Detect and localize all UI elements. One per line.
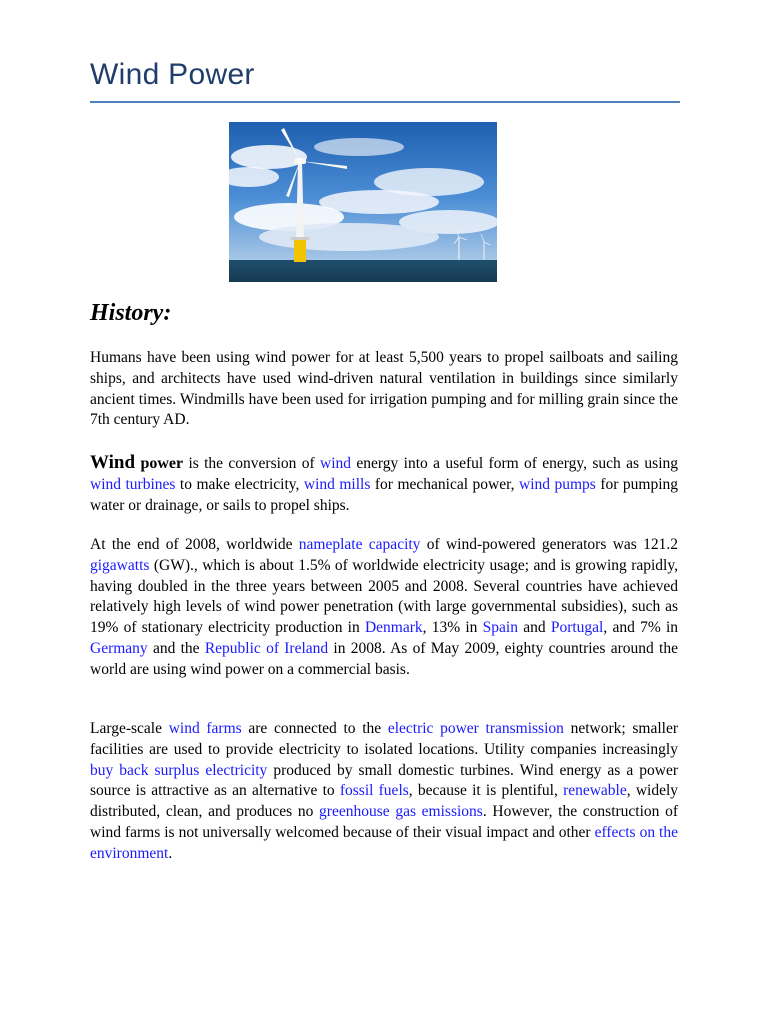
text-run: , and 7% in [603, 619, 679, 637]
lead-term-2: power [140, 455, 184, 472]
wind-turbine-photo [229, 122, 497, 282]
link-fossil-fuels[interactable]: fossil fuels [339, 782, 409, 800]
text-run: network; smaller facilities are used to provide electricity to isolated locations. Utility companies increasingly [90, 720, 678, 758]
link-wind-turbines[interactable]: wind turbines [90, 475, 176, 493]
link-nameplate-capacity[interactable]: nameplate capacity [298, 536, 421, 553]
link-wind-pumps[interactable]: wind pumps [519, 475, 596, 493]
paragraph-history: Humans have been using wind power for at least 5,500 years to propel sailboats and sailing ships, and architects have used wind-driven natural ventilation in buildings since similarly ancient times. Windmills have been used for irrigation pumping and for milling grain since the 7th century AD. [90, 349, 678, 429]
text-run: Large-scale [90, 720, 169, 737]
text-run: of wind-powered generators was 121.2 [420, 536, 678, 553]
link-renewable[interactable]: renewable [563, 782, 627, 800]
paragraph-wind-farms [90, 719, 678, 865]
text-run: . [168, 844, 173, 862]
link-buy-back-surplus-electricity[interactable]: buy back surplus electricity [90, 761, 268, 779]
link-greenhouse-gas-emissions[interactable]: greenhouse gas emissions [319, 803, 483, 821]
text-run: , because it is plentiful, [408, 782, 564, 800]
text-run: for pumping water or drainage, or sails to propel ships. [90, 475, 679, 514]
history-heading: History: [90, 300, 172, 326]
text-run: for mechanical power, [370, 475, 519, 493]
link-portugal[interactable]: Portugal [550, 619, 604, 637]
link-effects-on-the-environment[interactable]: effects on the environment [90, 823, 678, 862]
text-run: . However, the construction of wind farms is not universally welcomed because of their visual impact and other [90, 803, 679, 841]
paragraph-capacity [90, 535, 678, 681]
link-wind-mills[interactable]: wind mills [303, 475, 371, 493]
link-germany[interactable]: Germany [90, 639, 148, 657]
text-run: energy into a useful form of energy, such as using [351, 455, 679, 472]
text-run: and the [147, 639, 205, 657]
text-run: are connected to the [241, 720, 388, 737]
lead-term: Wind [90, 452, 136, 473]
text-run: in 2008. As of May 2009, eighty countries around the world are using wind power on a commercial basis. [90, 639, 678, 678]
text-run: is the conversion of [183, 455, 321, 472]
text-run: At the end of 2008, worldwide [90, 536, 299, 553]
paragraph-definition [90, 453, 678, 516]
title-underline [90, 101, 680, 103]
link-wind[interactable]: wind [320, 455, 352, 472]
link-republic-of-ireland[interactable]: Republic of Ireland [204, 639, 329, 657]
link-gigawatts[interactable]: gigawatts [90, 556, 150, 574]
link-spain[interactable]: Spain [482, 619, 518, 637]
link-denmark[interactable]: Denmark [364, 619, 423, 637]
text-run: and [517, 619, 551, 637]
link-electric-power-transmission[interactable]: electric power transmission [387, 720, 564, 737]
text-run: to make electricity, [175, 475, 304, 493]
link-wind-farms[interactable]: wind farms [168, 720, 242, 737]
page-title: Wind Power [90, 58, 255, 91]
wind-turbine-image [229, 122, 497, 282]
text-run: (GW)., which is about 1.5% of worldwide electricity usage; and is growing rapidly, having doubled in the three years between 2005 and 2008. Several countries have achieved relatively high levels of wind power penetration (with large governmental subsidies), such as 19% of stationary electricity production in [90, 556, 678, 637]
text-run: , 13% in [422, 619, 483, 637]
text-run: , widely distributed, clean, and produces no [90, 782, 679, 821]
text-run: produced by small domestic turbines. Wind energy as a power source is attractive as an alternative to [90, 761, 678, 800]
